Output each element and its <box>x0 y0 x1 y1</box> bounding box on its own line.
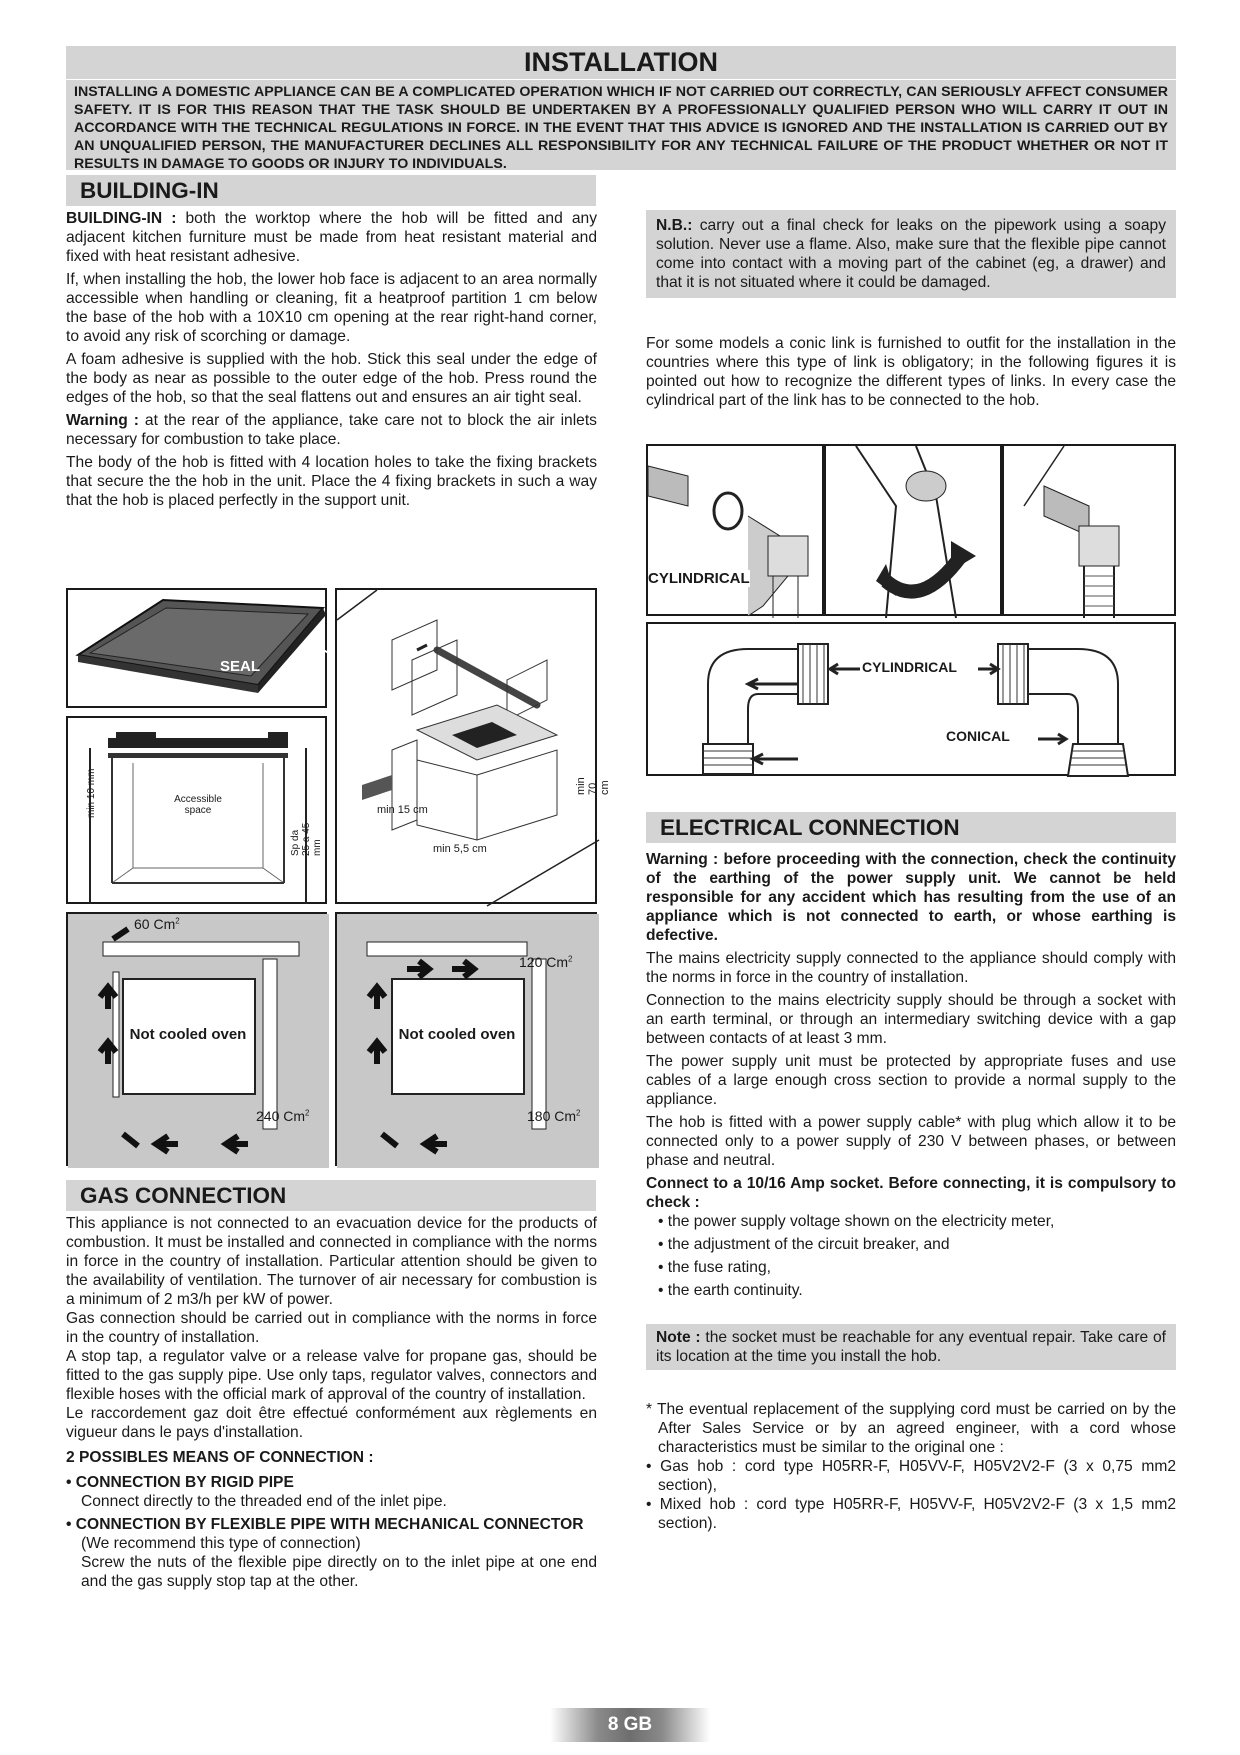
oven2-top-area <box>519 954 572 970</box>
cord-footnote <box>646 1400 1176 1537</box>
building-in-label: BUILDING-IN : <box>66 210 177 227</box>
building-in-heading: BUILDING-IN <box>66 175 596 206</box>
min15-label: min 15 cm <box>377 804 428 816</box>
gas-p1: This appliance is not connected to an evacuation device for the products of combustion. It must be installed and connected in compliance with the norms in force in the country of installation. Particular attention should be given to the availability of ventilation. The turnover of air necessary for combustion is a minimum of 2 m3/h per kW of power. <box>66 1215 597 1308</box>
electrical-p5: Connect to a 10/16 Amp socket. Before connecting, it is compulsory to check : <box>646 1175 1176 1211</box>
sp-label: Sp da 25 a 45 mm <box>290 822 323 856</box>
building-in-p2: If, when installing the hob, the lower hob face is adjacent to an area normally accessible when handling or cleaning, fit a heatproof partition 1 cm below the base of the hob with a 10X10 cm opening at the rear right-hand corner, to avoid any risk of scorching or damage. <box>66 271 597 345</box>
cylindrical-conical-drawing <box>648 624 1178 778</box>
building-in-p4-text: at the rear of the appliance, take care not to block the air inlets necessary for combustion to take place. <box>66 412 597 448</box>
gas-flex-text: Screw the nuts of the flexible pipe directly on to the inlet pipe at one end and the gas supply stop tap at the other. <box>81 1554 597 1590</box>
gas-p2: Gas connection should be carried out in compliance with the norms in force in the country of installation. <box>66 1310 597 1346</box>
check-item: • the fuse rating, <box>658 1259 771 1276</box>
conic-fitted-figure <box>1002 444 1176 616</box>
gas-rigid: • CONNECTION BY RIGID PIPE <box>66 1474 294 1491</box>
oven1-label: Not cooled oven <box>129 1026 247 1043</box>
gas-flex: • CONNECTION BY FLEXIBLE PIPE WITH MECHANICAL CONNECTOR <box>66 1516 584 1533</box>
electrical-connection-heading: ELECTRICAL CONNECTION <box>646 812 1176 843</box>
conic-fitted-drawing <box>1004 446 1178 618</box>
seal-figure <box>66 588 327 708</box>
link-types-figure <box>646 622 1176 776</box>
nb-text: carry out a final check for leaks on the pipework using a soapy solution. Never use a flame. Also, make sure that the flexible pipe cannot come into contact with a moving part of the cabinet (eg, a drawer) and that it is not situated where it could be damaged. <box>656 217 1166 291</box>
min55-label: min 5,5 cm <box>433 843 487 855</box>
accessible-space-label: Accessible space <box>174 794 222 816</box>
cylindrical-label-1: CYLINDRICAL <box>648 570 750 587</box>
electrical-p3: The power supply unit must be protected by appropriate fuses and use cables of a large enough cross section to provide a normal supply to the appliance. <box>646 1053 1176 1108</box>
oven2-top-value: 120 Cm <box>519 954 569 970</box>
accessible-space-figure <box>66 716 327 904</box>
note-text: the socket must be reachable for any eventual repair. Take care of its location at the time you install the hob. <box>656 1329 1166 1365</box>
nb-label: N.B.: <box>656 217 693 234</box>
oven2-top-sup: 2 <box>568 954 573 964</box>
conic-p: For some models a conic link is furnished to outfit for the installation in the countries where this type of link is obligatory; in the following figures it is pointed out how to recognize the different types of links. In every case the cylindrical part of the link has to be connected to the hob. <box>646 335 1176 409</box>
oven1-top-area <box>134 916 180 932</box>
cylindrical-label-2: CYLINDRICAL <box>862 659 957 675</box>
building-in-p1 <box>66 209 597 266</box>
seal-label: SEAL <box>220 658 261 675</box>
cylindrical-link-figure <box>646 444 824 616</box>
building-in-text <box>66 209 597 514</box>
nb-box <box>646 210 1176 298</box>
building-in-p4 <box>66 411 597 449</box>
footnote-3: • Mixed hob : cord type H05RR-F, H05VV-F, H05V2V2-F (3 x 1,5 mm2 section). <box>646 1496 1176 1532</box>
electrical-p2: Connection to the mains electricity supply should be through a socket with an earth terminal, or through an intermediary switching device with a gap between contacts of at least 3 mm. <box>646 992 1176 1047</box>
warning-label: Warning : <box>66 412 139 429</box>
oven-ventilation-figure-1 <box>66 912 327 1166</box>
gas-p4: Le raccordement gaz doit être effectué conformément aux règlements en vigueur dans le pays d'installation. <box>66 1405 597 1441</box>
min10-label: min 10 mm <box>86 768 97 818</box>
oven2-bottom-sup: 2 <box>576 1108 581 1118</box>
installation-warning: INSTALLING A DOMESTIC APPLIANCE CAN BE A COMPLICATED OPERATION WHICH IF NOT CARRIED OUT CORRECTLY, CAN SERIOUSLY AFFECT CONSUMER SAFETY. IT IS FOR THIS REASON THAT THE TASK SHOULD BE UNDERTAKEN BY A PROFESSIONALLY QUALIFIED PERSON WHO WILL CARRY IT OUT IN ACCORDANCE WITH THE TECHNICAL REGULATIONS IN FORCE. IN THE EVENT THAT THIS ADVICE IS IGNORED AND THE INSTALLATION IS CARRIED OUT BY AN UNQUALIFIED PERSON, THE MANUFACTURER DECLINES ALL RESPONSIBILITY FOR ANY TECHNICAL FAILURE OF THE PRODUCT WHETHER OR NOT IT RESULTS IN DAMAGE TO GOODS OR INJURY TO INDIVIDUALS. <box>66 80 1176 170</box>
conic-link-text <box>646 334 1176 414</box>
oven2-bottom-area <box>527 1108 580 1124</box>
oven2-bottom-value: 180 Cm <box>527 1108 577 1124</box>
note-box <box>646 1324 1176 1370</box>
building-in-p5: The body of the hob is fitted with 4 location holes to take the fixing brackets that secure the the hob in the unit. Place the 4 fixing brackets in such a way that the hob is placed perfectly in the support unit. <box>66 454 597 509</box>
oven2-label: Not cooled oven <box>398 1026 516 1043</box>
cylindrical-link-drawing <box>648 446 826 618</box>
oven1-bottom-value: 240 Cm <box>256 1108 306 1124</box>
note-label: Note : <box>656 1329 701 1346</box>
electrical-p1: The mains electricity supply connected to the appliance should comply with the norms in force in the country of installation. <box>646 950 1176 986</box>
check-item: • the earth continuity. <box>658 1282 803 1299</box>
gas-rigid-text: Connect directly to the threaded end of the inlet pipe. <box>81 1493 447 1510</box>
gas-flex-title: CONNECTION BY FLEXIBLE PIPE WITH MECHANICAL CONNECTOR <box>75 1516 584 1533</box>
electrical-warning: Warning : before proceeding with the connection, check the continuity of the earthing of the power supply unit. We cannot be held responsible for any accident which has resulting from the use of an appliance which is not connected to earth, or whose earthing is defective. <box>646 851 1176 944</box>
footnote-2: • Gas hob : cord type H05RR-F, H05VV-F, H05V2V2-F (3 x 0,75 mm2 section), <box>646 1458 1176 1494</box>
page-number: 8 GB <box>550 1708 710 1742</box>
gas-means: 2 POSSIBLES MEANS OF CONNECTION : <box>66 1449 374 1466</box>
oven-ventilation-figure-2 <box>335 912 597 1166</box>
gas-connection-heading: GAS CONNECTION <box>66 1180 596 1211</box>
conical-label: CONICAL <box>946 728 1010 744</box>
oven1-top-sup: 2 <box>175 916 180 926</box>
electrical-text <box>646 850 1176 1304</box>
oven1-top-value: 60 Cm <box>134 916 176 932</box>
min70-label: min 70 cm <box>575 777 611 795</box>
gas-flex-rec: (We recommend this type of connection) <box>81 1535 361 1552</box>
check-list <box>646 1212 1176 1300</box>
hob-seal-drawing <box>68 590 329 710</box>
oven1-bottom-sup: 2 <box>305 1108 310 1118</box>
gas-p3: A stop tap, a regulator valve or a release valve for propane gas, should be fitted to the gas supply pipe. Use only taps, regulator valves, connectors and flexible hoses with the official mark of approval of the country of installation. <box>66 1348 597 1403</box>
gas-rigid-title: CONNECTION BY RIGID PIPE <box>75 1474 294 1491</box>
check-item: • the power supply voltage shown on the electricity meter, <box>658 1213 1055 1230</box>
check-item: • the adjustment of the circuit breaker, and <box>658 1236 950 1253</box>
electrical-p4: The hob is fitted with a power supply cable* with plug which allow it to be connected only to a power supply of 230 V between phases, or between phase and neutral. <box>646 1114 1176 1169</box>
wrench-figure <box>824 444 1002 616</box>
oven1-bottom-area <box>256 1108 309 1124</box>
kitchen-isometric-drawing <box>337 590 599 906</box>
gas-connection-text <box>66 1214 597 1595</box>
wrench-tightening-drawing <box>826 446 1004 618</box>
building-in-p1-text: both the worktop where the hob will be fitted and any adjacent kitchen furniture must be made from heat resistant material and fixed with heat resistant adhesive. <box>66 210 597 265</box>
building-in-p3: A foam adhesive is supplied with the hob. Stick this seal under the edge of the body as near as possible to the outer edge of the hob. Press round the edges of the hob, so that the seal flattens out and ensures an air tight seal. <box>66 351 597 406</box>
kitchen-clearance-figure <box>335 588 611 904</box>
footnote-1: * The eventual replacement of the supplying cord must be carried on by the After Sales Service or by an agreed engineer, with a cord whose characteristics must be similar to the original one : <box>646 1401 1176 1456</box>
page-title: INSTALLATION <box>66 46 1176 79</box>
